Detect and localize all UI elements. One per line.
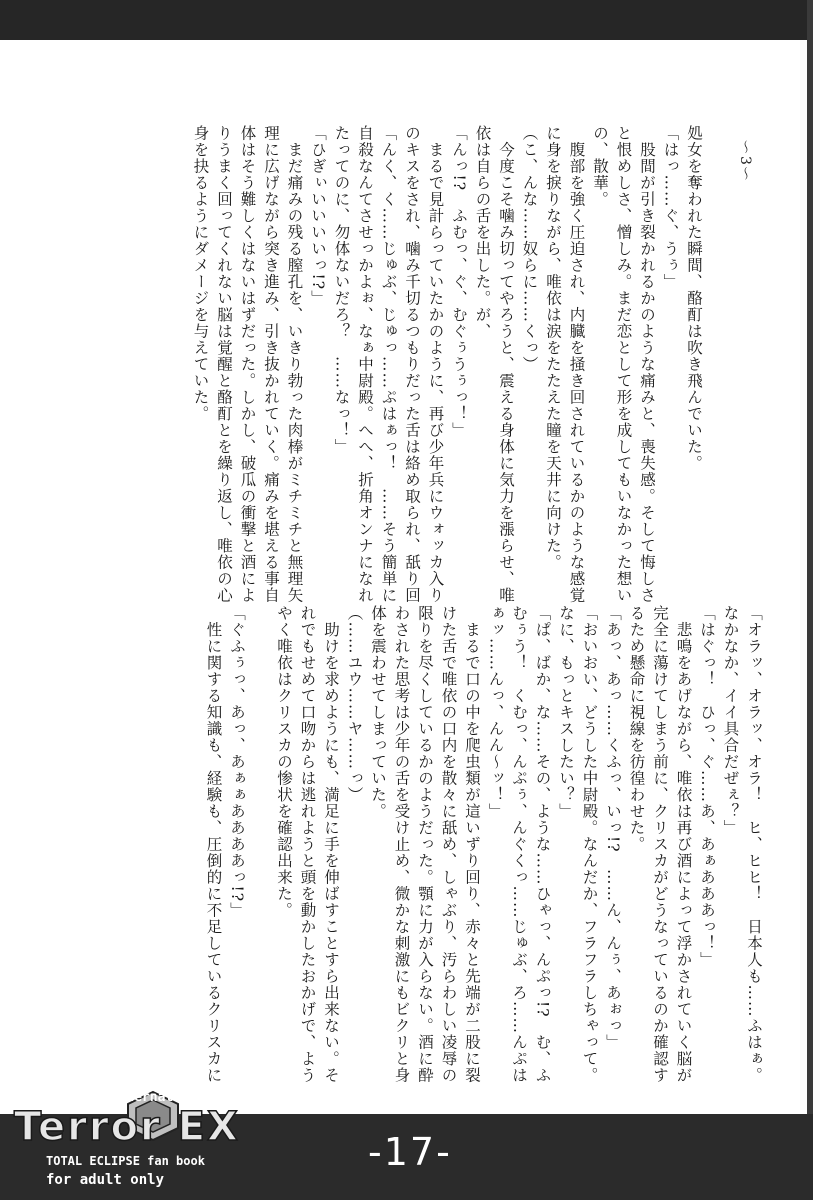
upper-text-line: りうまく回ってくれない脳は覚醒と酪酊とを繰り返し、唯依の心 (215, 125, 233, 604)
upper-text-line: 自殺なんてさせっかよぉ、なぁ中尉殿。へへ、折角オンナになれ (356, 125, 374, 604)
upper-text-line: 理に広げながら突き進み、引き抜かれていく。痛みを堪える事自 (262, 125, 280, 604)
lower-text-line: 悲鳴をあげながら、唯依は再び酒によって浮かされていく脳が (674, 605, 693, 1084)
lower-text-line: 体を震わせてしまっていた。 (369, 605, 387, 820)
lower-text-line: 「ぐふぅっ、あっ、あぁぁああああっ!?」 (228, 605, 246, 919)
lower-text-line: けた舌で唯依の口内を散々に舐め、しゃぶり、汚らわしい凌辱の (439, 605, 458, 1084)
upper-text-line: 処女を奪われた瞬間、酪酊は吹き飛んでいた。 (685, 125, 703, 472)
upper-text-line: まだ痛みの残る膣孔を、いきり勃った肉棒がミチミチと無理矢 (285, 125, 304, 604)
upper-text-line: と恨めしさ、憎しみ。まだ恋として形を成してもいなかった想い (614, 125, 633, 604)
lower-text-line: るため懸命に視線を彷徨わせた。 (627, 605, 646, 853)
lower-text-line: 「オラッ、オラッ、オラ！ ヒ、ヒヒ！ 日本人も……ふはぁ。 (745, 605, 763, 1084)
upper-text-line: 体はそう難しくはないはずだった。しかし、破瓜の衝撃と酒によ (238, 125, 257, 604)
upper-text-line: に身を捩りながら、唯依は涙をたたえた瞳を天井に向けた。 (544, 125, 562, 571)
lower-text-line: むぅう！ くむっ、んぷぅ、んぐくっ……じゅぶ、ろ……んぷは (510, 605, 528, 1084)
lower-text-line: まるで口の中を爬虫類が這いずり回り、赤々と先端が二股に裂 (463, 605, 481, 1084)
upper-text-line: たってのに、勿体ないだろ？ ……なっ！」 (332, 125, 351, 455)
upper-text-line: 「んっ!? ふむっ、ぐ、むぐぅうぅっ！」 (450, 125, 468, 439)
terror-ex-logo (8, 1090, 253, 1200)
lower-text-line: 性に関する知識も、経験も、圧倒的に不足しているクリスカに (204, 605, 223, 1084)
upper-text-line: 今度こそ噛み切ってやろうと、震える身体に気力を漲らせ、唯 (497, 125, 515, 604)
lower-text-line: れでもせめて口吻からは逃れようと頭を動かしたおかげで、よう (298, 605, 317, 1084)
lower-text-line: 「あっ、あっ……くふっ、いっ!? ……ん、んぅ、あぉっ」 (604, 605, 622, 1051)
lower-text-block (201, 605, 765, 1095)
lower-text-line: 「はぐっ！ ひっ、ぐ……あ、あぁあああっ！」 (698, 605, 716, 968)
upper-text-line: 身を抉るようにダメージを与えていた。 (191, 125, 210, 422)
upper-text-line: の、散華。 (591, 125, 609, 208)
lower-text-line: 限りを尽くしているかのようだった。顎に力が入らない。酒に酔 (416, 605, 434, 1084)
upper-text-line: 「はっ……ぐ、うぅ」 (661, 125, 680, 290)
logo-subtitle: Muv-Luv alternative (48, 1090, 197, 1105)
top-scan-border (0, 0, 813, 40)
lower-text-line: なかなか、イイ具合だぜぇ？」 (721, 605, 740, 836)
upper-text-line: 「ひぎぃいいいいっ!?」 (309, 125, 327, 307)
lower-text-line (248, 605, 272, 1095)
upper-text-line: 依は自らの舌を出した。が、 (473, 125, 492, 340)
upper-text-line: 「んく、く……じゅぶ、じゅっ……ぷはぁっ！ ……そう簡単に (379, 125, 398, 604)
upper-text-line: まるで見計らっていたかのように、再び少年兵にウォッカ入り (426, 125, 445, 604)
lower-text-line: 「おいおい、どうした中尉殿。なんだか、フラフラしちゃって。 (580, 605, 599, 1084)
lower-text-line: （……ユウ……ヤ……っ） (345, 605, 364, 803)
upper-text-line: 腹部を強く圧迫され、内臓を掻き回されているかのような感覚 (567, 125, 586, 604)
page-number: -17- (368, 1130, 452, 1174)
right-scan-edge (807, 0, 813, 1200)
lower-text-line: ぁッ……んっ、んん～ッ！」 (486, 605, 505, 820)
logo-fanbook: TOTAL ECLIPSE fan book (46, 1154, 205, 1168)
upper-text-block (188, 125, 705, 625)
lower-text-line: 助けを求めようにも、満足に手を伸ばすことすら出来ない。そ (322, 605, 340, 1084)
upper-text-line: 股間が引き裂かれるかのような痛みと、喪失感。そして悔しさ (638, 125, 656, 604)
logo-adult-notice: for adult only (46, 1172, 165, 1188)
upper-text-line: のキスをされ、噛み千切るつもりだった舌は絡め取られ、舐り回 (403, 125, 421, 604)
upper-text-line: （こ、んな……奴らに……くっ） (520, 125, 539, 373)
lower-text-line: 完全に蕩けてしまう前に、クリスカがどうなっているのか確認す (651, 605, 669, 1084)
lower-text-line: なに、もっとキスしたい？」 (557, 605, 575, 820)
chapter-marker: ～3～ (737, 140, 753, 183)
lower-text-line: 「ぱ、ばか、な……その、ような……ひゃっ、んぷっ!? む、ふ (533, 605, 552, 1084)
lower-text-line: やく唯依はクリスカの惨状を確認出来た。 (275, 605, 293, 919)
lower-text-line: わされた思考は少年の舌を受け止め、微かな刺激にもビクリと身 (392, 605, 411, 1084)
logo-title: Terror EX (14, 1104, 240, 1150)
